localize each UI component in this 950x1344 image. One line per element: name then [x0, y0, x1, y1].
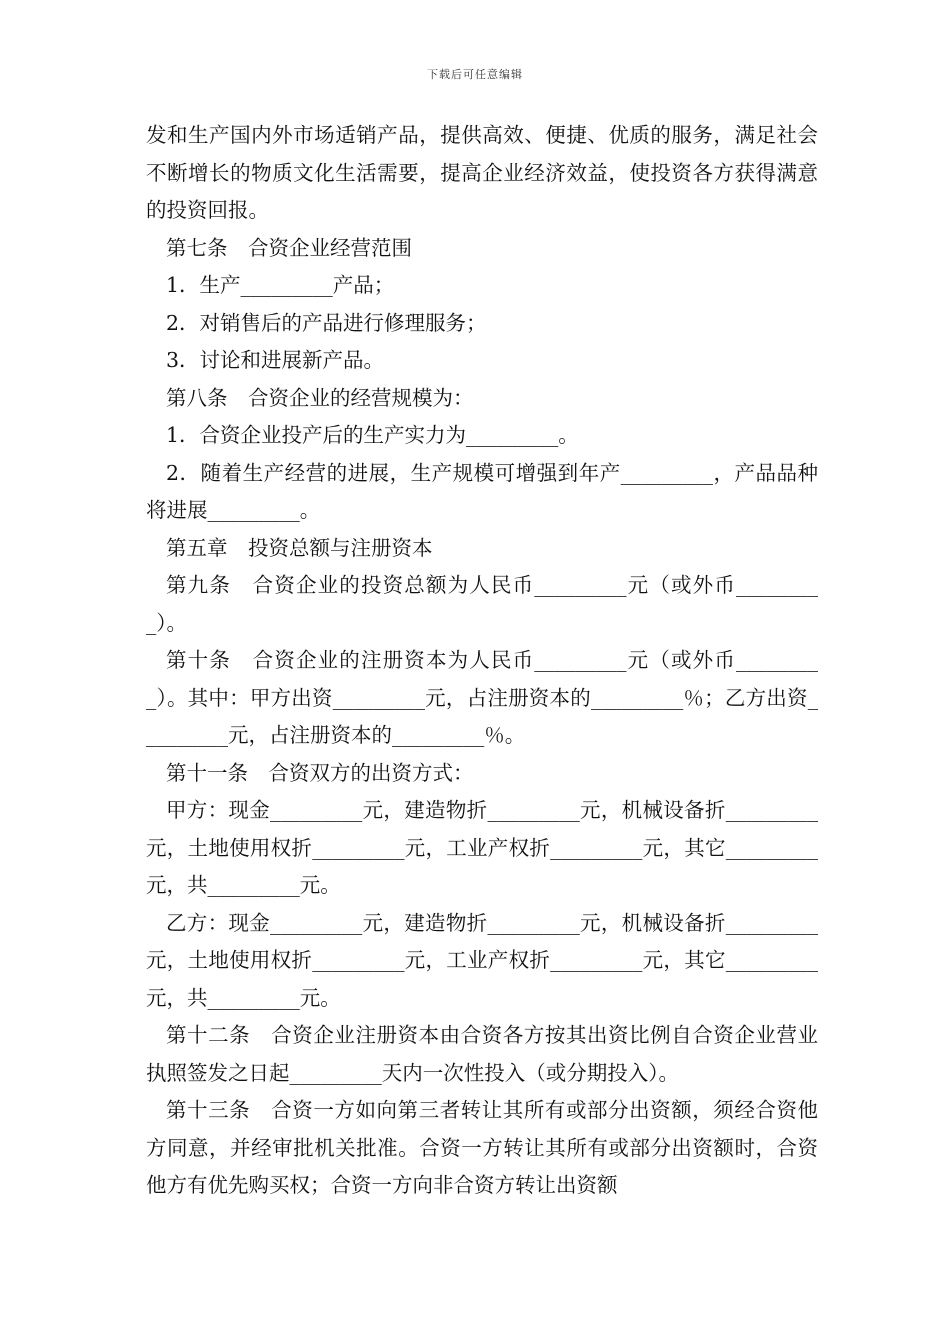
paragraph: 3．讨论和进展新产品。	[166, 348, 385, 372]
paragraph: 甲方：现金_________元，建造物折_________元，机械设备折_________元，土地使用权折_________元，工业产权折_________元，其它_________元，共_________元。	[146, 798, 818, 897]
paragraph: 2．随着生产经营的进展，生产规模可增强到年产_________，产品品种将进展_________。	[146, 460, 818, 522]
article-heading: 第十一条 合资双方的出资方式：	[166, 760, 474, 785]
paragraph: 1．合资企业投产后的生产实力为_________。	[166, 423, 579, 447]
paragraph: 乙方：现金_________元，建造物折_________元，机械设备折_________元，土地使用权折_________元，工业产权折_________元，其它_________元，共_________元。	[146, 910, 818, 1010]
paragraph: 第十三条 合资一方如向第三者转让其所有或部分出资额，须经合资他方同意，并经审批机关批准。合资一方转让其所有或部分出资额时，合资他方有优先购买权；合资一方向非合资方转让出资额	[146, 1098, 818, 1197]
paragraph: 发和生产国内外市场适销产品，提供高效、便捷、优质的服务，满足社会不断增长的物质文化生活需要，提高企业经济效益，使投资各方获得满意的投资回报。	[146, 123, 818, 222]
page-header: 下载后可任意编辑	[427, 68, 523, 81]
chapter-heading: 第五章 投资总额与注册资本	[166, 535, 433, 560]
article-heading: 第八条 合资企业的经营规模为：	[166, 385, 474, 410]
article-heading: 第七条 合资企业经营范围	[166, 235, 412, 260]
paragraph: 2．对销售后的产品进行修理服务；	[166, 310, 487, 335]
document-body	[146, 117, 818, 1205]
paragraph: 1．生产_________产品；	[166, 273, 395, 297]
paragraph: 第十二条 合资企业注册资本由合资各方按其出资比例自合资企业营业执照签发之日起_________天内一次性投入（或分期投入）。	[146, 1023, 818, 1085]
paragraph: 第十条 合资企业的注册资本为人民币_________元（或外币_________）。其中：甲方出资_________元，占注册资本的_________％；乙方出资_________元，占注册资本的_________％。	[146, 648, 818, 747]
paragraph: 第九条 合资企业的投资总额为人民币_________元（或外币_________）。	[146, 573, 818, 635]
